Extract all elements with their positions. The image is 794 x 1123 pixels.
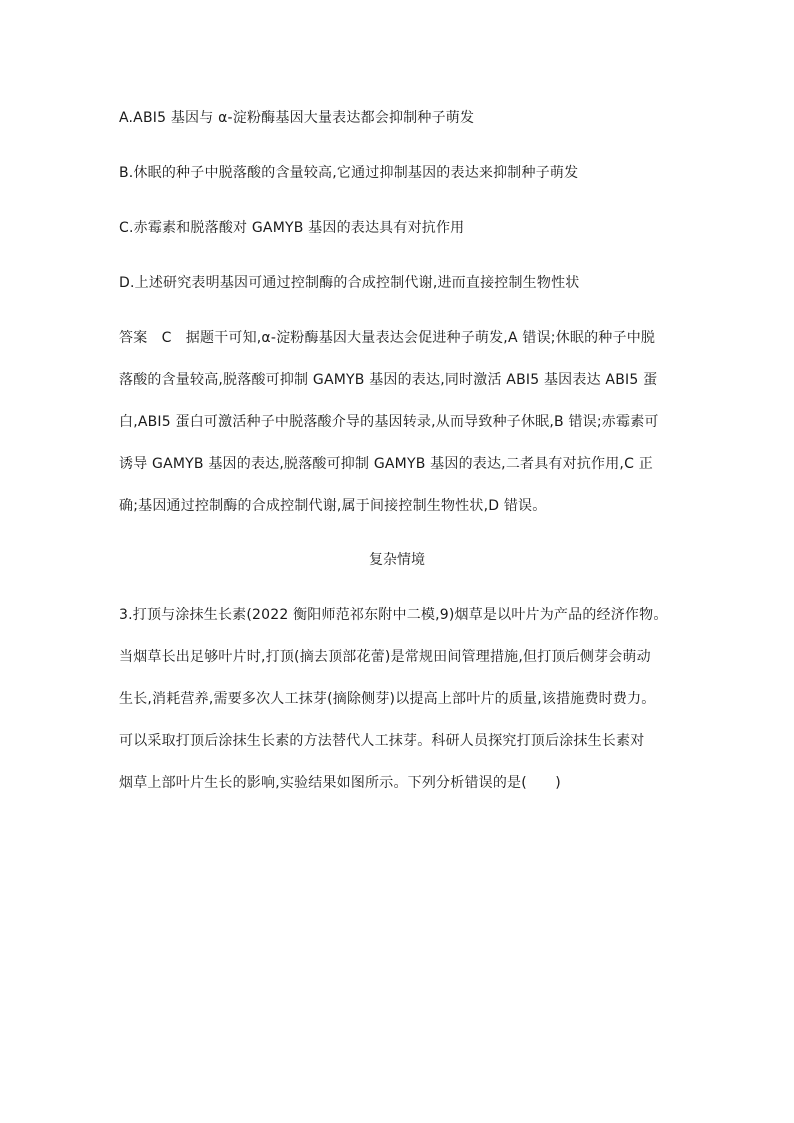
answer-line: 白,ABI5 蛋白可激活种子中脱落酸介导的基因转录,从而导致种子休眠,B 错误;赤霉素可 <box>119 414 659 430</box>
option-c: C.赤霉素和脱落酸对 GAMYB 基因的表达具有对抗作用 <box>119 220 465 236</box>
section-title: 复杂情境 <box>369 552 425 568</box>
option-b: B.休眠的种子中脱落酸的含量较高,它通过抑制基因的表达来抑制种子萌发 <box>119 165 579 181</box>
question-line: 3.打顶与涂抹生长素(2022 衡阳师范祁东附中二模,9)烟草是以叶片为产品的经济作物。 <box>119 607 668 623</box>
option-a: A.ABI5 基因与 α-淀粉酶基因大量表达都会抑制种子萌发 <box>119 110 475 126</box>
question-line: 烟草上部叶片生长的影响,实验结果如图所示。下列分析错误的是( ) <box>119 775 561 791</box>
answer-line: 落酸的含量较高,脱落酸可抑制 GAMYB 基因的表达,同时激活 ABI5 基因表达 ABI5 蛋 <box>119 372 658 388</box>
question-line: 可以采取打顶后涂抹生长素的方法替代人工抹芽。科研人员探究打顶后涂抹生长素对 <box>119 733 645 749</box>
answer-line: 诱导 GAMYB 基因的表达,脱落酸可抑制 GAMYB 基因的表达,二者具有对抗作用,C 正 <box>119 456 653 472</box>
answer-line: 确;基因通过控制酶的合成控制代谢,属于间接控制生物性状,D 错误。 <box>119 498 547 514</box>
option-d: D.上述研究表明基因可通过控制酶的合成控制代谢,进而直接控制生物性状 <box>119 275 580 291</box>
question-line: 生长,消耗营养,需要多次人工抹芽(摘除侧芽)以提高上部叶片的质量,该措施费时费力。 <box>119 691 656 707</box>
question-line: 当烟草长出足够叶片时,打顶(摘去顶部花蕾)是常规田间管理措施,但打顶后侧芽会萌动 <box>119 649 651 665</box>
answer-line: 答案 C 据题干可知,α-淀粉酶基因大量表达会促进种子萌发,A 错误;休眠的种子中脱 <box>119 330 656 346</box>
